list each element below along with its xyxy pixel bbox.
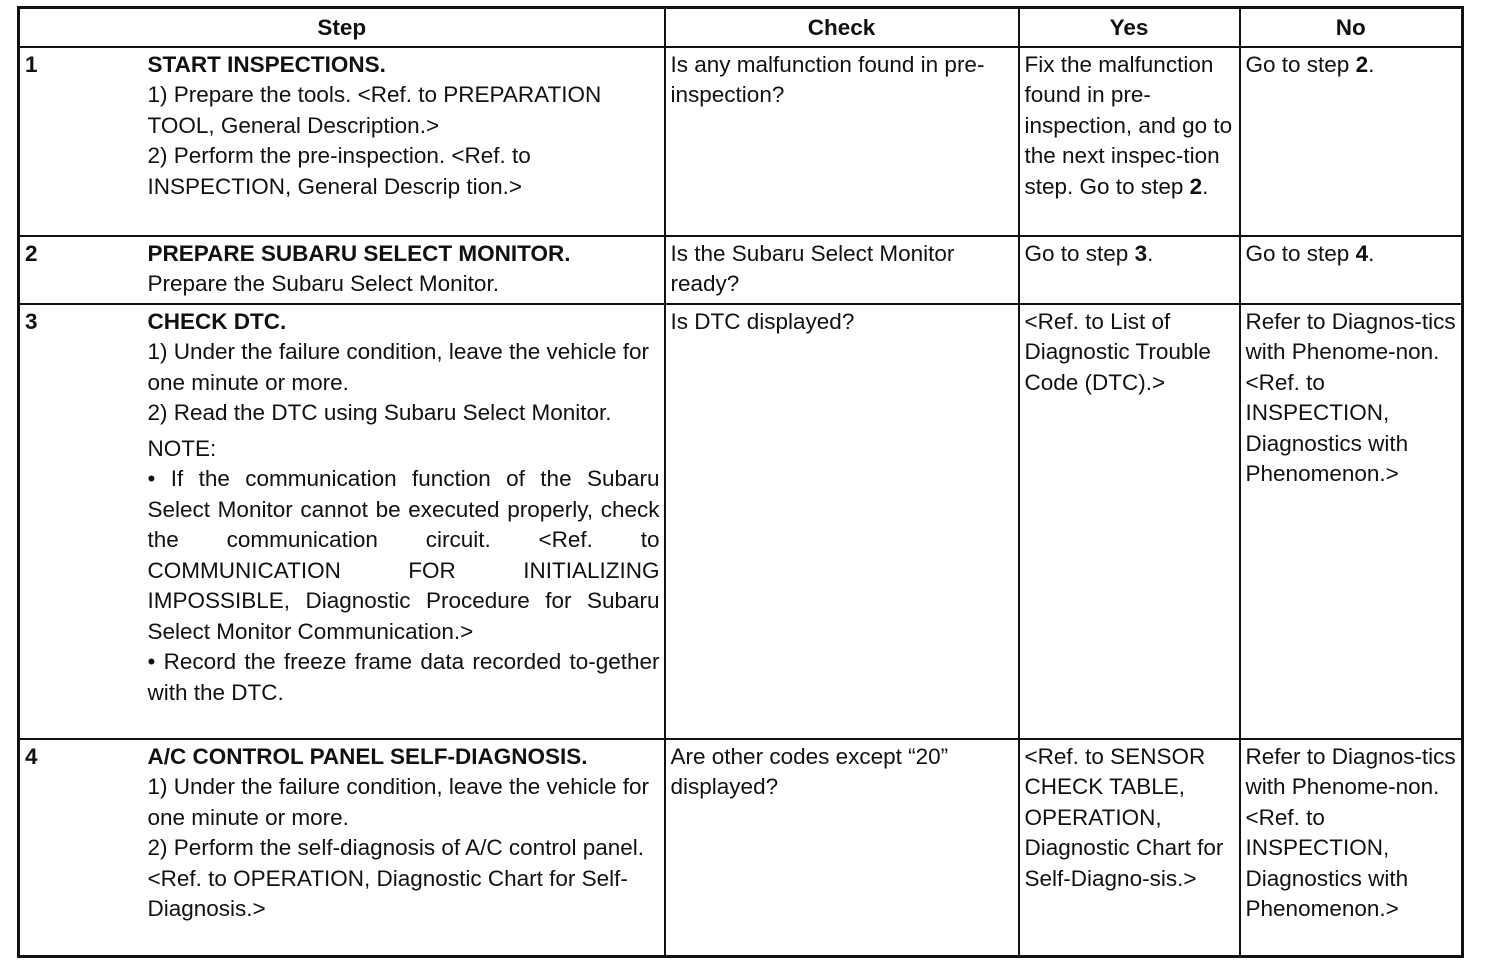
step-line: 2) Perform the self-diagnosis of A/C control panel. <Ref. to OPERATION, Diagnostic Chart for Self-Diagnosis.>: [147, 835, 644, 921]
note-bullet: • Record the freeze frame data recorded to-gether with the DTC.: [147, 649, 660, 705]
step-title: A/C CONTROL PANEL SELF-DIAGNOSIS.: [147, 743, 588, 769]
check-cell: Is any malfunction found in pre-inspection?: [665, 47, 1019, 236]
yes-cell: <Ref. to List of Diagnostic Trouble Code (DTC).>: [1019, 304, 1240, 739]
step-description: [143, 236, 665, 304]
step-number: 2: [19, 236, 143, 304]
step-title: PREPARE SUBARU SELECT MONITOR.: [147, 240, 571, 266]
check-cell: Are other codes except “20” displayed?: [665, 739, 1019, 957]
check-cell: Is the Subaru Select Monitor ready?: [665, 236, 1019, 304]
header-no: No: [1240, 8, 1463, 47]
no-suffix: .: [1368, 240, 1375, 266]
table-row: [19, 739, 1463, 957]
no-cell: Refer to Diagnos-tics with Phenome-non. <Ref. to INSPECTION, Diagnostics with Phenomenon.>: [1240, 304, 1463, 739]
note-label: NOTE:: [147, 435, 217, 461]
yes-cell: [1019, 47, 1240, 236]
table-row: [19, 304, 1463, 739]
step-description: [143, 47, 665, 236]
step-description: [143, 739, 665, 957]
yes-suffix: .: [1147, 240, 1154, 266]
yes-cell: <Ref. to SENSOR CHECK TABLE, OPERATION, Diagnostic Chart for Self-Diagno-sis.>: [1019, 739, 1240, 957]
table-row: [19, 47, 1463, 236]
step-number: 1: [19, 47, 143, 236]
step-line: 2) Perform the pre-inspection. <Ref. to INSPECTION, General Descrip tion.>: [147, 143, 531, 199]
header-check: Check: [665, 8, 1019, 47]
no-suffix: .: [1368, 51, 1375, 77]
step-line: 1) Under the failure condition, leave the vehicle for one minute or more.: [147, 774, 650, 830]
yes-text: Fix the malfunction found in pre-inspection, and go to the next inspec-tion step. Go to step: [1024, 51, 1233, 199]
table-row: [19, 236, 1463, 304]
step-line: 2) Read the DTC using Subaru Select Monitor.: [147, 400, 612, 425]
no-cell: [1240, 236, 1463, 304]
yes-step-ref: 2: [1189, 173, 1203, 199]
step-line: Prepare the Subaru Select Monitor.: [147, 271, 499, 296]
no-cell: Refer to Diagnos-tics with Phenome-non. <Ref. to INSPECTION, Diagnostics with Phenomenon.>: [1240, 739, 1463, 957]
header-step: Step: [19, 8, 665, 47]
yes-cell: [1019, 236, 1240, 304]
step-title: CHECK DTC.: [147, 308, 287, 334]
step-line: 1) Under the failure condition, leave the vehicle for one minute or more.: [147, 339, 650, 395]
yes-text: Go to step: [1024, 240, 1135, 266]
step-title: START INSPECTIONS.: [147, 51, 386, 77]
check-cell: Is DTC displayed?: [665, 304, 1019, 739]
no-step-ref: 2: [1355, 51, 1369, 77]
yes-suffix: .: [1202, 173, 1209, 199]
header-yes: Yes: [1019, 8, 1240, 47]
header-row: [19, 8, 1463, 47]
no-text: Go to step: [1245, 51, 1356, 77]
step-number: 4: [19, 739, 143, 957]
no-step-ref: 4: [1355, 240, 1369, 266]
yes-step-ref: 3: [1134, 240, 1148, 266]
diagnostic-table: [17, 6, 1464, 958]
no-text: Go to step: [1245, 240, 1356, 266]
no-cell: [1240, 47, 1463, 236]
step-description: [143, 304, 665, 739]
step-line: 1) Prepare the tools. <Ref. to PREPARATION TOOL, General Description.>: [147, 82, 602, 138]
step-number: 3: [19, 304, 143, 739]
note-bullet: • If the communication function of the Subaru Select Monitor cannot be executed properly, check the communication circuit. <Ref. to COMMUNICATION FOR INITIALIZING IMPOSSIBLE, Diagnostic Procedure for Subaru Select Monitor Communication.>: [147, 466, 660, 644]
